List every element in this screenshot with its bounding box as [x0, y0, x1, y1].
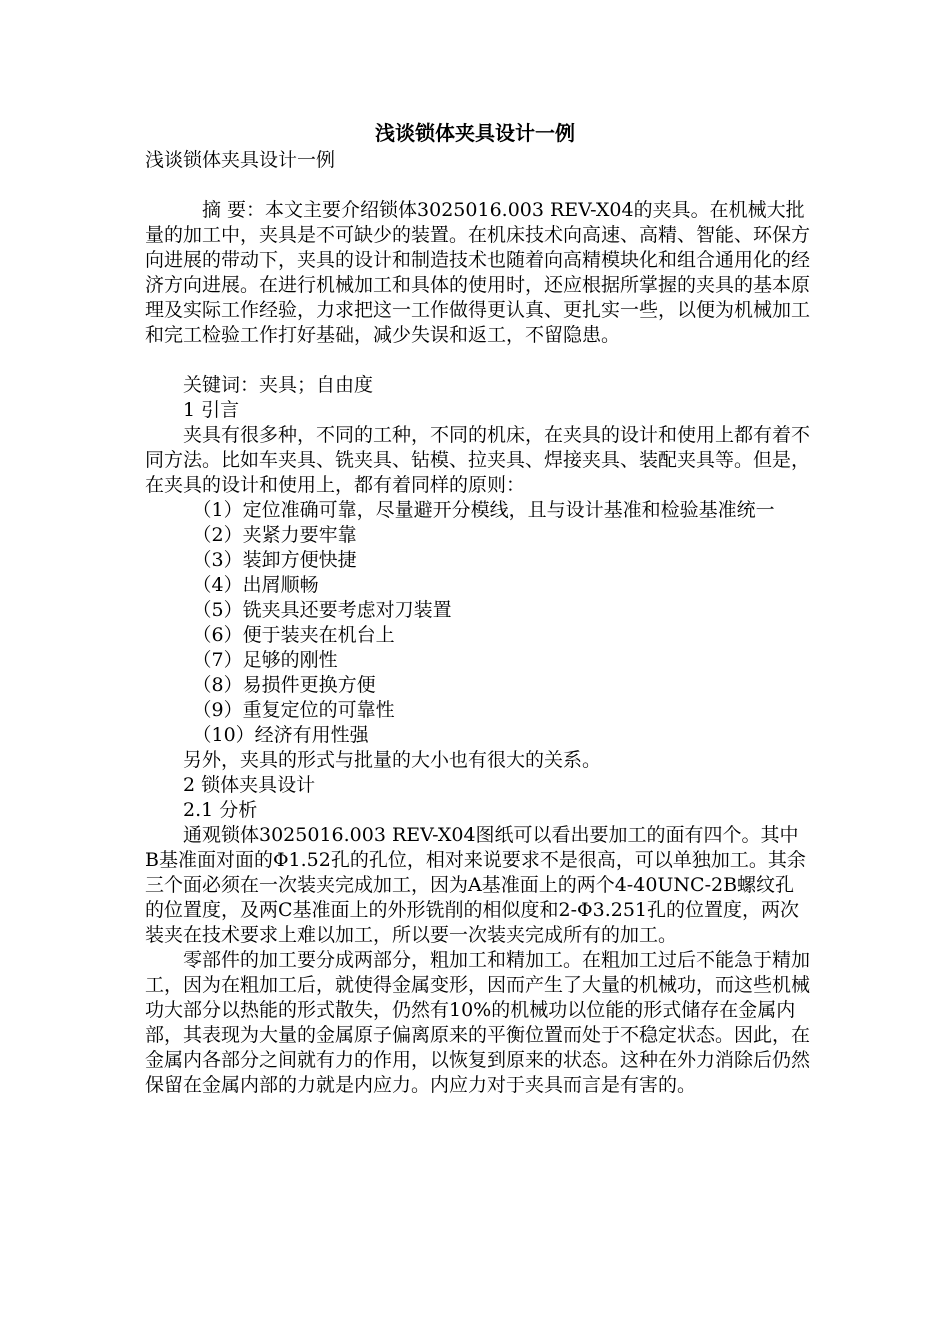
principle-item: （2）夹紧力要牢靠	[192, 524, 357, 546]
keywords-line: 关键词：夹具；自由度	[183, 374, 374, 396]
document-body	[145, 148, 810, 1098]
section-1-closing: 另外，夹具的形式与批量的大小也有很大的关系。	[183, 749, 602, 771]
principle-item: （3）装卸方便快捷	[192, 549, 357, 571]
spacer	[145, 348, 810, 373]
section-1-heading: 1 引言	[183, 399, 240, 421]
spacer	[145, 173, 810, 198]
principle-item: （1）定位准确可靠，尽量避开分模线，且与设计基准和检验基准统一	[192, 499, 775, 521]
section-2-1-heading: 2.1 分析	[183, 799, 258, 821]
stress-paragraph: 零部件的加工要分成两部分，粗加工和精加工。在粗加工过后不能急于精加工，因为在粗加工后，就使得金属变形，因而产生了大量的机械功，而这些机械功大部分以热能的形式散失，仍然有10%的机械功以位能的形式储存在金属内部，其表现为大量的金属原子偏离原来的平衡位置而处于不稳定状态。因此，在金属内各部分之间就有力的作用，以恢复到原来的状态。这种在外力消除后仍然保留在金属内部的力就是内应力。内应力对于夹具而言是有害的。	[145, 949, 811, 1096]
analysis-paragraph: 通观锁体3025016.003 REV-X04图纸可以看出要加工的面有四个。其中B基准面对面的Φ1.52孔的孔位，相对来说要求不是很高，可以单独加工。其余三个面必须在一次装夹完成加工，因为A基准面上的两个4-40UNC-2B螺纹孔的位置度，及两C基准面上的外形铣削的相似度和2-Φ3.251孔的位置度，两次装夹在技术要求上难以加工，所以要一次装夹完成所有的加工。	[145, 824, 806, 946]
document-title: 浅谈锁体夹具设计一例	[375, 121, 575, 145]
section-2-heading: 2 锁体夹具设计	[183, 774, 316, 796]
principle-item: （10）经济有用性强	[192, 724, 369, 746]
section-1-intro: 夹具有很多种，不同的工种，不同的机床，在夹具的设计和使用上都有着不同方法。比如车夹具、铣夹具、钻模、拉夹具、焊接夹具、装配夹具等。但是，在夹具的设计和使用上，都有着同样的原则：	[145, 424, 811, 496]
principle-item: （5）铣夹具还要考虑对刀装置	[192, 599, 452, 621]
principle-item: （6）便于装夹在机台上	[192, 624, 395, 646]
principle-item: （8）易损件更换方便	[192, 674, 376, 696]
document-subtitle: 浅谈锁体夹具设计一例	[145, 149, 336, 171]
abstract-paragraph: 摘 要：本文主要介绍锁体3025016.003 REV-X04的夹具。在机械大批量的加工中，夹具是不可缺少的装置。在机床技术向高速、高精、智能、环保方向进展的带动下，夹具的设计和制造技术也随着向高精模块化和组合通用化的经济方向进展。在进行机械加工和具体的使用时，还应根据所掌握的夹具的基本原理及实际工作经验，力求把这一工作做得更认真、更扎实一些，以便为机械加工和完工检验工作打好基础，减少失误和返工，不留隐患。	[145, 199, 811, 346]
principle-item: （9）重复定位的可靠性	[192, 699, 395, 721]
principle-item: （4）出屑顺畅	[192, 574, 319, 596]
principle-item: （7）足够的刚性	[192, 649, 338, 671]
